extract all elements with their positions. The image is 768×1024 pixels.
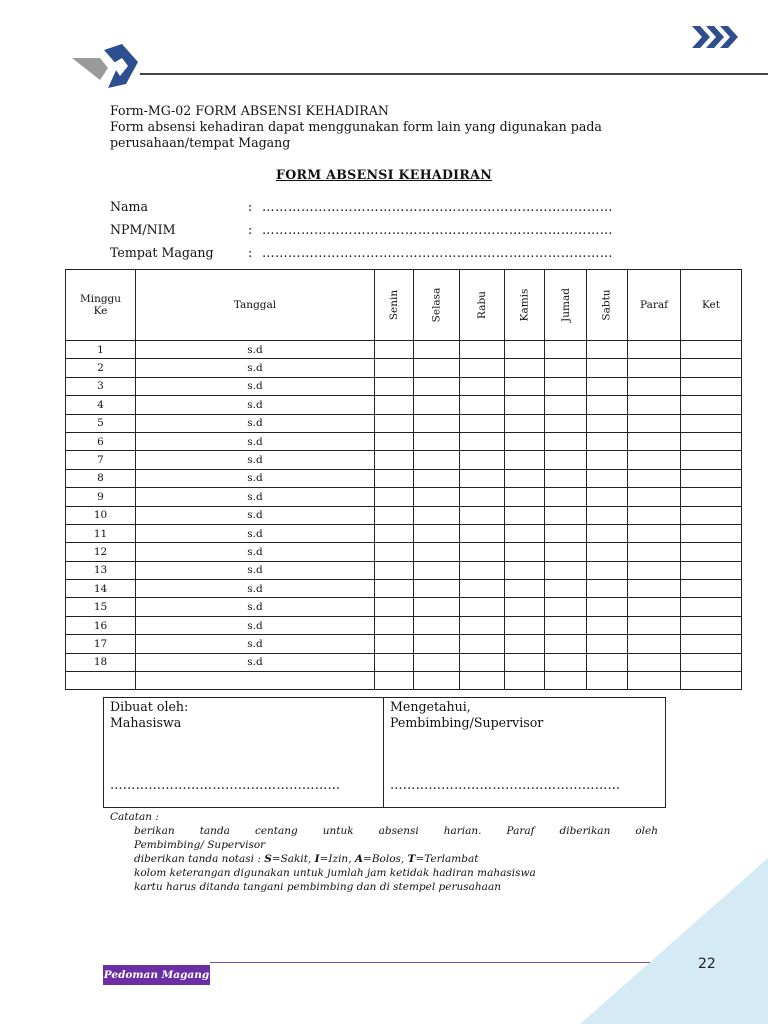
cell-week: 5: [66, 414, 136, 432]
cell-week: 15: [66, 598, 136, 616]
cell-paraf[interactable]: [628, 506, 681, 524]
cell-jumad[interactable]: [545, 561, 587, 579]
cell-jumad[interactable]: [545, 396, 587, 414]
cell-paraf[interactable]: [628, 543, 681, 561]
form-code-line: Form-MG-02 FORM ABSENSI KEHADIRAN: [110, 103, 389, 118]
cell-sabtu[interactable]: [587, 672, 628, 690]
signature-left-line2: Mahasiswa: [110, 715, 182, 730]
field-colon: :: [248, 245, 253, 260]
cell-kamis[interactable]: [505, 616, 545, 634]
table-row: [66, 414, 742, 432]
signature-line[interactable]: ………………………………………………: [110, 777, 341, 792]
form-title: FORM ABSENSI KEHADIRAN: [275, 167, 493, 182]
table-row: [66, 561, 742, 579]
header-paraf: Paraf: [628, 270, 681, 341]
cell-kamis[interactable]: [505, 396, 545, 414]
cell-sabtu[interactable]: [587, 635, 628, 653]
cell-paraf[interactable]: [628, 580, 681, 598]
cell-selasa[interactable]: [414, 580, 460, 598]
cell-week: 13: [66, 561, 136, 579]
cell-kamis[interactable]: [505, 524, 545, 542]
header-selasa: Selasa: [414, 270, 460, 341]
cell-sabtu[interactable]: [587, 341, 628, 359]
cell-date[interactable]: s.d: [136, 377, 375, 395]
table-row: [66, 524, 742, 542]
cell-week: 9: [66, 488, 136, 506]
cell-week: 14: [66, 580, 136, 598]
cell-ket[interactable]: [681, 543, 742, 561]
cell-rabu[interactable]: [460, 616, 505, 634]
cell-paraf[interactable]: [628, 616, 681, 634]
field-tempat-magang[interactable]: [110, 245, 670, 268]
cell-paraf[interactable]: [628, 341, 681, 359]
cell-rabu[interactable]: [460, 451, 505, 469]
note-item-3: kolom keterangan digunakan untuk jumlah jam ketidak hadiran mahasiswa: [134, 867, 536, 879]
cell-rabu[interactable]: [460, 377, 505, 395]
cell-selasa[interactable]: [414, 635, 460, 653]
header-jumad: Jumad: [545, 270, 587, 341]
cell-senin[interactable]: [375, 341, 414, 359]
cell-kamis[interactable]: [505, 377, 545, 395]
corner-decoration: [580, 858, 768, 1024]
cell-senin[interactable]: [375, 672, 414, 690]
cell-date[interactable]: s.d: [136, 616, 375, 634]
cell-week: 18: [66, 653, 136, 671]
field-dots: ………………………………………………………………………: [262, 245, 613, 260]
cell-ket[interactable]: [681, 432, 742, 450]
cell-paraf[interactable]: [628, 561, 681, 579]
field-nama[interactable]: [110, 199, 670, 222]
cell-rabu[interactable]: [460, 635, 505, 653]
table-row: [66, 580, 742, 598]
cell-ket[interactable]: [681, 653, 742, 671]
cell-date[interactable]: s.d: [136, 451, 375, 469]
cell-selasa[interactable]: [414, 524, 460, 542]
cell-rabu[interactable]: [460, 432, 505, 450]
cell-sabtu[interactable]: [587, 616, 628, 634]
cell-jumad[interactable]: [545, 635, 587, 653]
cell-jumad[interactable]: [545, 377, 587, 395]
cell-date[interactable]: s.d: [136, 524, 375, 542]
signature-student: [104, 698, 384, 807]
header-minggu-ke: Minggu Ke: [66, 270, 136, 341]
header-divider: [140, 73, 768, 75]
table-row: [66, 672, 742, 690]
cell-kamis[interactable]: [505, 414, 545, 432]
cell-week: 2: [66, 359, 136, 377]
cell-kamis[interactable]: [505, 672, 545, 690]
cell-senin[interactable]: [375, 506, 414, 524]
cell-senin[interactable]: [375, 359, 414, 377]
cell-selasa[interactable]: [414, 672, 460, 690]
cell-jumad[interactable]: [545, 506, 587, 524]
signature-right-line1: Mengetahui,: [390, 699, 471, 714]
cell-week: 12: [66, 543, 136, 561]
cell-kamis[interactable]: [505, 359, 545, 377]
cell-selasa[interactable]: [414, 377, 460, 395]
table-header-row: [66, 270, 742, 341]
cell-sabtu[interactable]: [587, 396, 628, 414]
cell-senin[interactable]: [375, 580, 414, 598]
table-row: [66, 506, 742, 524]
field-dots: ………………………………………………………………………: [262, 199, 613, 214]
cell-senin[interactable]: [375, 451, 414, 469]
cell-selasa[interactable]: [414, 488, 460, 506]
cell-ket[interactable]: [681, 635, 742, 653]
cell-senin[interactable]: [375, 432, 414, 450]
cell-senin[interactable]: [375, 598, 414, 616]
cell-ket[interactable]: [681, 377, 742, 395]
cell-paraf[interactable]: [628, 598, 681, 616]
table-row: [66, 341, 742, 359]
cell-date[interactable]: s.d: [136, 414, 375, 432]
cell-date[interactable]: s.d: [136, 359, 375, 377]
cell-sabtu[interactable]: [587, 377, 628, 395]
cell-ket[interactable]: [681, 451, 742, 469]
cell-week: 1: [66, 341, 136, 359]
cell-rabu[interactable]: [460, 672, 505, 690]
cell-week: 7: [66, 451, 136, 469]
cell-jumad[interactable]: [545, 524, 587, 542]
cell-paraf[interactable]: [628, 359, 681, 377]
cell-rabu[interactable]: [460, 396, 505, 414]
cell-selasa[interactable]: [414, 543, 460, 561]
cell-senin[interactable]: [375, 561, 414, 579]
cell-rabu[interactable]: [460, 598, 505, 616]
cell-week: 11: [66, 524, 136, 542]
cell-senin[interactable]: [375, 653, 414, 671]
cell-date[interactable]: s.d: [136, 598, 375, 616]
cell-rabu[interactable]: [460, 506, 505, 524]
table-row: [66, 616, 742, 634]
table-row: [66, 396, 742, 414]
page-number: 22: [698, 956, 716, 972]
header-ket: Ket: [681, 270, 742, 341]
cell-rabu[interactable]: [460, 580, 505, 598]
form-desc-line1: Form absensi kehadiran dapat menggunakan form lain yang digunakan pada: [110, 119, 602, 134]
header-kamis: Kamis: [505, 270, 545, 341]
table-row: [66, 359, 742, 377]
signature-line[interactable]: ………………………………………………: [390, 777, 621, 792]
cell-sabtu[interactable]: [587, 451, 628, 469]
cell-jumad[interactable]: [545, 598, 587, 616]
chevron-right-icon: [692, 26, 740, 48]
notes-heading: Catatan :: [110, 811, 159, 823]
cell-ket[interactable]: [681, 396, 742, 414]
header-sabtu: Sabtu: [587, 270, 628, 341]
cell-paraf[interactable]: [628, 396, 681, 414]
cell-paraf[interactable]: [628, 432, 681, 450]
cell-senin[interactable]: [375, 543, 414, 561]
cell-kamis[interactable]: [505, 635, 545, 653]
header-rabu: Rabu: [460, 270, 505, 341]
cell-paraf[interactable]: [628, 672, 681, 690]
cell-week: 4: [66, 396, 136, 414]
cell-kamis[interactable]: [505, 653, 545, 671]
cell-date[interactable]: s.d: [136, 432, 375, 450]
cell-sabtu[interactable]: [587, 469, 628, 487]
cell-kamis[interactable]: [505, 488, 545, 506]
header-tanggal: Tanggal: [136, 270, 375, 341]
cell-rabu[interactable]: [460, 488, 505, 506]
cell-rabu[interactable]: [460, 414, 505, 432]
cell-jumad[interactable]: [545, 488, 587, 506]
cell-week: 16: [66, 616, 136, 634]
cell-sabtu[interactable]: [587, 359, 628, 377]
cell-date[interactable]: s.d: [136, 488, 375, 506]
cell-paraf[interactable]: [628, 469, 681, 487]
cell-rabu[interactable]: [460, 653, 505, 671]
cell-kamis[interactable]: [505, 451, 545, 469]
signature-left-line1: Dibuat oleh:: [110, 699, 189, 714]
institution-logo-icon: [70, 44, 140, 88]
table-row: [66, 377, 742, 395]
cell-jumad[interactable]: [545, 432, 587, 450]
field-npm-nim[interactable]: [110, 222, 670, 245]
table-row: [66, 469, 742, 487]
cell-sabtu[interactable]: [587, 580, 628, 598]
cell-kamis[interactable]: [505, 580, 545, 598]
cell-ket[interactable]: [681, 580, 742, 598]
cell-sabtu[interactable]: [587, 543, 628, 561]
cell-paraf[interactable]: [628, 451, 681, 469]
cell-week: 10: [66, 506, 136, 524]
cell-sabtu[interactable]: [587, 561, 628, 579]
intro-text: [110, 103, 670, 151]
cell-date[interactable]: s.d: [136, 341, 375, 359]
cell-selasa[interactable]: [414, 469, 460, 487]
cell-paraf[interactable]: [628, 524, 681, 542]
note-item-4: kartu harus ditanda tangani pembimbing dan di stempel perusahaan: [134, 881, 501, 893]
cell-kamis[interactable]: [505, 341, 545, 359]
cell-selasa[interactable]: [414, 598, 460, 616]
cell-rabu[interactable]: [460, 469, 505, 487]
cell-date[interactable]: [136, 672, 375, 690]
cell-selasa[interactable]: [414, 561, 460, 579]
cell-date[interactable]: s.d: [136, 396, 375, 414]
cell-jumad[interactable]: [545, 469, 587, 487]
form-desc-line2: perusahaan/tempat Magang: [110, 135, 291, 150]
cell-jumad[interactable]: [545, 616, 587, 634]
field-dots: ………………………………………………………………………: [262, 222, 613, 237]
cell-senin[interactable]: [375, 469, 414, 487]
footer-badge: Pedoman Magang: [103, 965, 210, 985]
cell-kamis[interactable]: [505, 469, 545, 487]
cell-rabu[interactable]: [460, 561, 505, 579]
field-label: Tempat Magang: [110, 245, 214, 260]
table-row: [66, 488, 742, 506]
cell-kamis[interactable]: [505, 506, 545, 524]
cell-kamis[interactable]: [505, 543, 545, 561]
cell-selasa[interactable]: [414, 359, 460, 377]
cell-date[interactable]: s.d: [136, 561, 375, 579]
cell-ket[interactable]: [681, 672, 742, 690]
table-row: [66, 598, 742, 616]
cell-selasa[interactable]: [414, 451, 460, 469]
cell-selasa[interactable]: [414, 506, 460, 524]
cell-week: 8: [66, 469, 136, 487]
identity-fields: [110, 199, 670, 268]
cell-paraf[interactable]: [628, 653, 681, 671]
cell-week: 6: [66, 432, 136, 450]
cell-rabu[interactable]: [460, 543, 505, 561]
cell-date[interactable]: s.d: [136, 506, 375, 524]
cell-paraf[interactable]: [628, 414, 681, 432]
cell-selasa[interactable]: [414, 396, 460, 414]
cell-kamis[interactable]: [505, 598, 545, 616]
notes: [110, 810, 658, 894]
attendance-table: [65, 269, 742, 690]
cell-week: [66, 672, 136, 690]
field-label: Nama: [110, 199, 148, 214]
table-row: [66, 543, 742, 561]
cell-week: 17: [66, 635, 136, 653]
cell-sabtu[interactable]: [587, 524, 628, 542]
cell-ket[interactable]: [681, 469, 742, 487]
cell-selasa[interactable]: [414, 432, 460, 450]
cell-ket[interactable]: [681, 616, 742, 634]
cell-ket[interactable]: [681, 414, 742, 432]
cell-jumad[interactable]: [545, 580, 587, 598]
cell-rabu[interactable]: [460, 524, 505, 542]
cell-jumad[interactable]: [545, 653, 587, 671]
cell-rabu[interactable]: [460, 359, 505, 377]
cell-ket[interactable]: [681, 524, 742, 542]
signature-supervisor: [384, 698, 665, 807]
cell-ket[interactable]: [681, 598, 742, 616]
note-item-1b: Pembimbing/ Supervisor: [134, 839, 266, 851]
attendance-table-body: [66, 341, 742, 690]
cell-date[interactable]: s.d: [136, 653, 375, 671]
cell-senin[interactable]: [375, 396, 414, 414]
field-colon: :: [248, 222, 253, 237]
cell-sabtu[interactable]: [587, 506, 628, 524]
cell-senin[interactable]: [375, 414, 414, 432]
footer-divider: [210, 962, 650, 963]
cell-selasa[interactable]: [414, 341, 460, 359]
field-colon: :: [248, 199, 253, 214]
field-label: NPM/NIM: [110, 222, 176, 237]
cell-jumad[interactable]: [545, 543, 587, 561]
cell-jumad[interactable]: [545, 451, 587, 469]
cell-paraf[interactable]: [628, 488, 681, 506]
cell-sabtu[interactable]: [587, 598, 628, 616]
note-item-1a: berikan tanda centang untuk absensi harian. Paraf diberikan oleh: [134, 825, 658, 837]
cell-date[interactable]: s.d: [136, 635, 375, 653]
cell-jumad[interactable]: [545, 414, 587, 432]
table-row: [66, 635, 742, 653]
cell-paraf[interactable]: [628, 377, 681, 395]
cell-ket[interactable]: [681, 561, 742, 579]
table-row: [66, 432, 742, 450]
cell-sabtu[interactable]: [587, 653, 628, 671]
cell-senin[interactable]: [375, 488, 414, 506]
cell-jumad[interactable]: [545, 359, 587, 377]
signature-box: [103, 697, 666, 808]
cell-rabu[interactable]: [460, 341, 505, 359]
cell-jumad[interactable]: [545, 341, 587, 359]
cell-sabtu[interactable]: [587, 432, 628, 450]
cell-ket[interactable]: [681, 488, 742, 506]
cell-senin[interactable]: [375, 377, 414, 395]
table-row: [66, 451, 742, 469]
cell-selasa[interactable]: [414, 653, 460, 671]
cell-date[interactable]: s.d: [136, 469, 375, 487]
cell-jumad[interactable]: [545, 672, 587, 690]
cell-kamis[interactable]: [505, 561, 545, 579]
cell-selasa[interactable]: [414, 616, 460, 634]
header-senin: Senin: [375, 270, 414, 341]
cell-ket[interactable]: [681, 506, 742, 524]
cell-date[interactable]: s.d: [136, 543, 375, 561]
cell-date[interactable]: s.d: [136, 580, 375, 598]
cell-senin[interactable]: [375, 524, 414, 542]
cell-ket[interactable]: [681, 341, 742, 359]
cell-senin[interactable]: [375, 635, 414, 653]
cell-kamis[interactable]: [505, 432, 545, 450]
cell-selasa[interactable]: [414, 414, 460, 432]
signature-right-line2: Pembimbing/Supervisor: [390, 715, 544, 730]
table-row: [66, 653, 742, 671]
note-item-2: diberikan tanda notasi : S=Sakit, I=Izin, A=Bolos, T=Terlambat: [134, 853, 479, 865]
cell-ket[interactable]: [681, 359, 742, 377]
cell-paraf[interactable]: [628, 635, 681, 653]
cell-sabtu[interactable]: [587, 414, 628, 432]
cell-senin[interactable]: [375, 616, 414, 634]
cell-sabtu[interactable]: [587, 488, 628, 506]
cell-week: 3: [66, 377, 136, 395]
